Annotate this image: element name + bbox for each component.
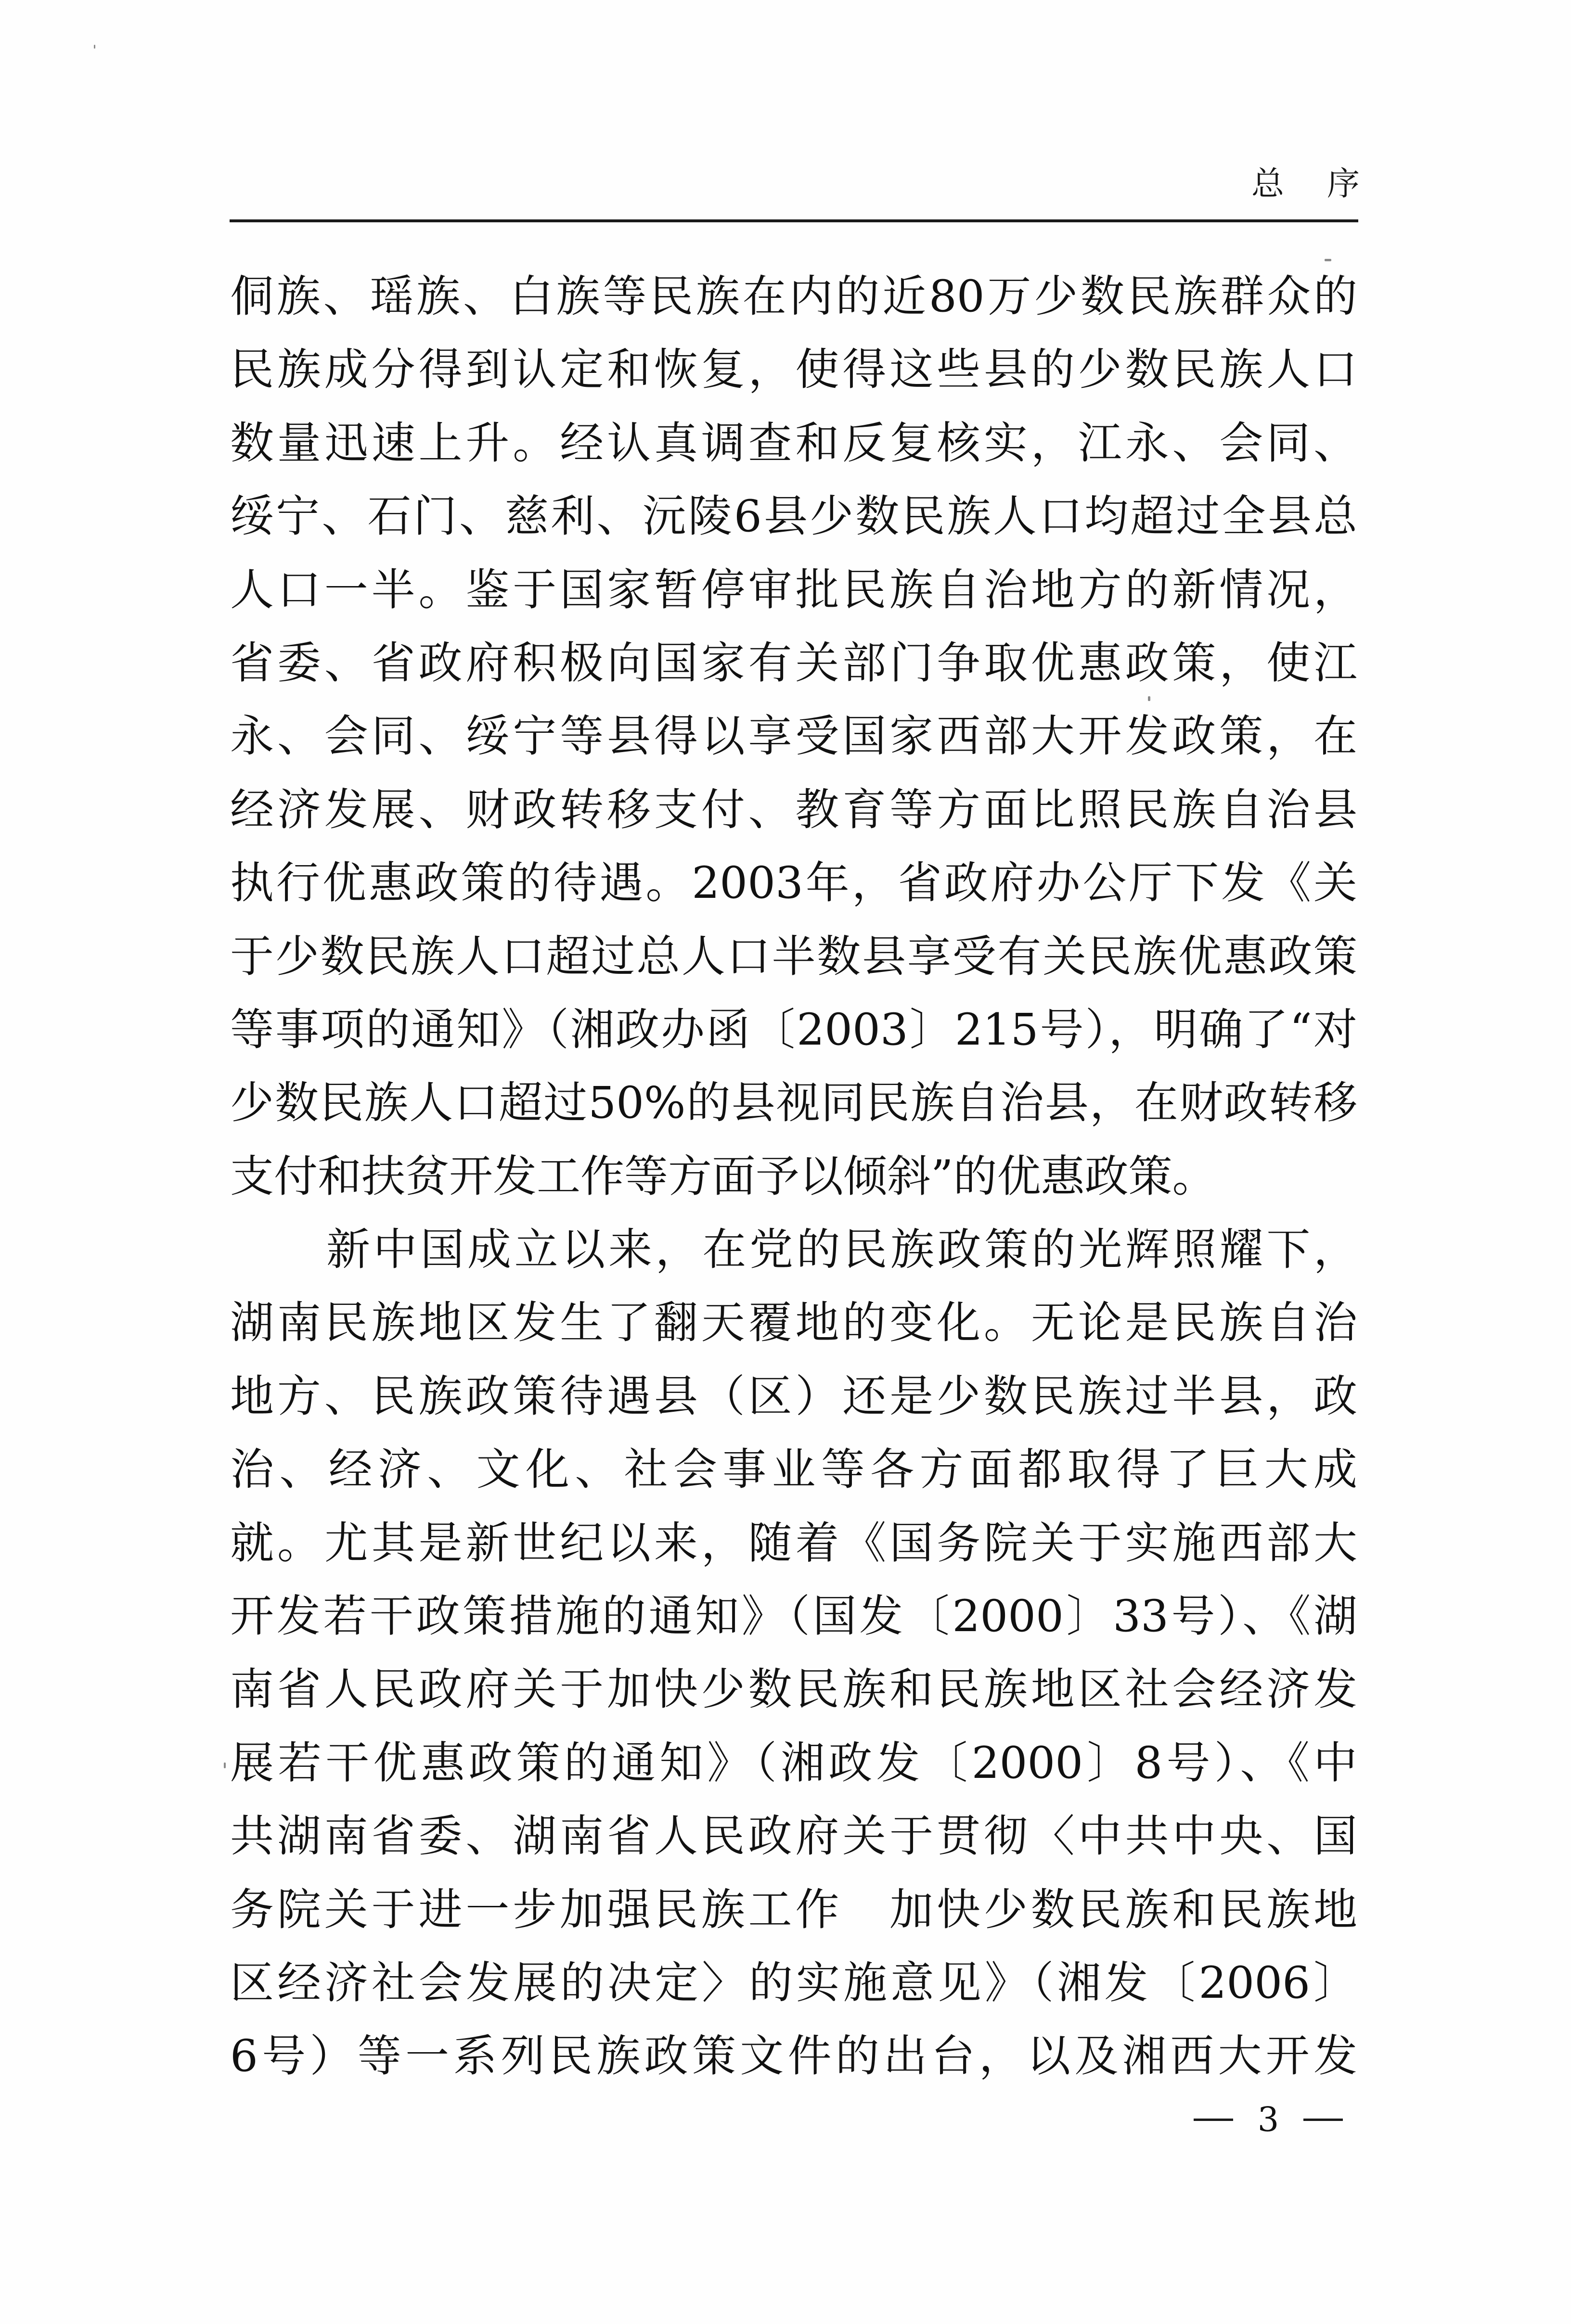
text-line: 于少数民族人口超过总人口半数县享受有关民族优惠政策 xyxy=(230,931,1357,982)
text-line: 共湖南省委、湖南省人民政府关于贯彻〈中共中央、国 xyxy=(230,1811,1357,1862)
text-line: 民族成分得到认定和恢复，使得这些县的少数民族人口 xyxy=(230,345,1357,396)
text-line: 就。尤其是新世纪以来，随着《国务院关于实施西部大 xyxy=(230,1518,1357,1569)
text-line: 6号）等一系列民族政策文件的出台，以及湘西大开发 xyxy=(230,2031,1357,2082)
body-text xyxy=(230,266,1357,2099)
text-line: 区经济社会发展的决定〉的实施意见》（湘发〔2006〕 xyxy=(230,1957,1357,2008)
page-number-value: 3 xyxy=(1257,2100,1279,2139)
text-line-paragraph-end: 支付和扶贫开发工作等方面予以倾斜”的优惠政策。 xyxy=(230,1151,1216,1202)
running-head-char-2: 序 xyxy=(1326,165,1360,203)
text-line: 开发若干政策措施的通知》（国发〔2000〕33号）、《湖 xyxy=(230,1591,1357,1642)
header-rule xyxy=(230,219,1358,222)
text-line: 等事项的通知》（湘政办函〔2003〕215号），明确了“对 xyxy=(230,1004,1357,1055)
scan-speck xyxy=(1325,259,1331,261)
text-line: 省委、省政府积极向国家有关部门争取优惠政策，使江 xyxy=(230,638,1357,689)
text-line: 治、经济、文化、社会事业等各方面都取得了巨大成 xyxy=(230,1444,1357,1495)
page-number xyxy=(1194,2098,1343,2141)
text-line: 人口一半。鉴于国家暂停审批民族自治地方的新情况， xyxy=(230,564,1357,615)
text-line: 侗族、瑶族、白族等民族在内的近80万少数民族群众的 xyxy=(230,271,1357,322)
text-line: 绥宁、石门、慈利、沅陵6县少数民族人口均超过全县总 xyxy=(230,491,1357,542)
text-line-paragraph-start: 新中国成立以来，在党的民族政策的光辉照耀下， xyxy=(326,1225,1357,1276)
text-line: 永、会同、绥宁等县得以享受国家西部大开发政策，在 xyxy=(230,711,1357,762)
text-line: 湖南民族地区发生了翻天覆地的变化。无论是民族自治 xyxy=(230,1298,1357,1349)
text-line: 数量迅速上升。经认真调查和反复核实，江永、会同、 xyxy=(230,418,1357,469)
text-line: 经济发展、财政转移支付、教育等方面比照民族自治县 xyxy=(230,784,1357,835)
text-line: 执行优惠政策的待遇。2003年，省政府办公厅下发《关 xyxy=(230,858,1357,909)
paragraph-2 xyxy=(230,1219,1357,2099)
scan-speck xyxy=(224,1762,226,1768)
text-line: 地方、民族政策待遇县（区）还是少数民族过半县，政 xyxy=(230,1371,1357,1422)
scan-speck xyxy=(94,45,95,49)
running-head xyxy=(1251,163,1360,206)
text-line: 务院关于进一步加强民族工作 加快少数民族和民族地 xyxy=(230,1884,1357,1935)
scan-speck xyxy=(1148,696,1150,701)
folio-dash-right xyxy=(1303,2119,1343,2121)
text-line: 展若干优惠政策的通知》（湘政发〔2000〕8号）、《中 xyxy=(230,1737,1357,1788)
paragraph-1 xyxy=(230,266,1357,1219)
text-line: 南省人民政府关于加快少数民族和民族地区社会经济发 xyxy=(230,1664,1357,1715)
folio-dash-left xyxy=(1194,2119,1233,2121)
text-line: 少数民族人口超过50%的县视同民族自治县，在财政转移 xyxy=(230,1078,1357,1129)
running-head-char-1: 总 xyxy=(1251,165,1285,203)
